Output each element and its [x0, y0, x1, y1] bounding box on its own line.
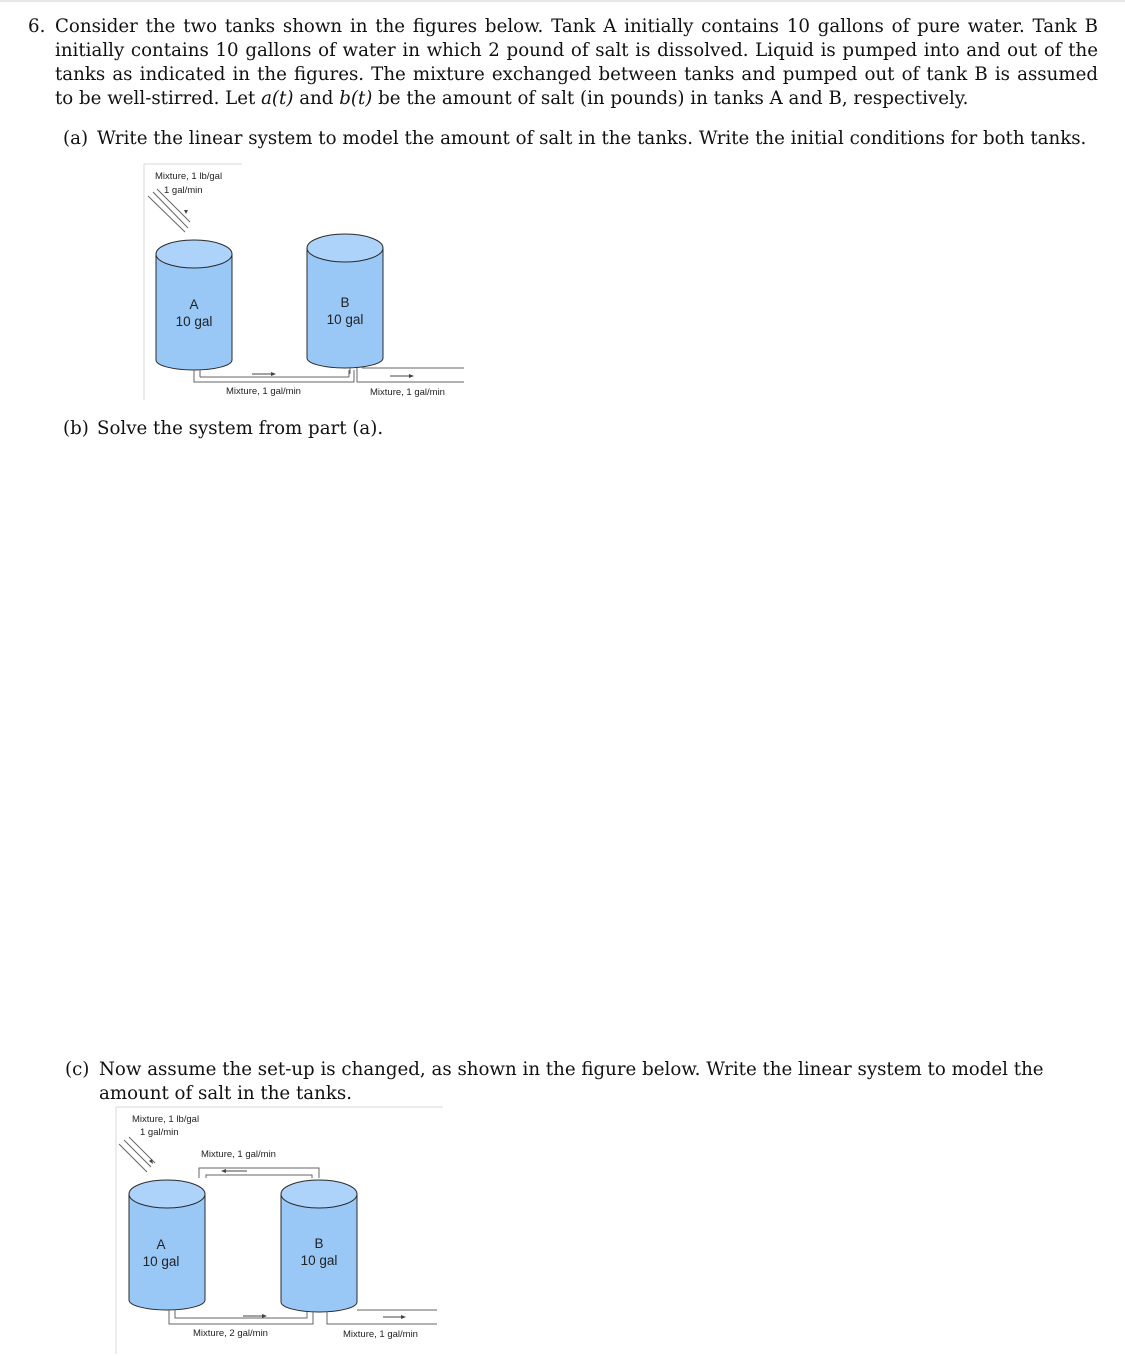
part-c	[65, 1058, 1095, 1106]
f2-tank-a-label: A 10 gal	[142, 1237, 180, 1269]
part-a-text: Write the linear system to model the amount of salt in the tanks. Write the initial conditions for both tanks.	[97, 128, 1087, 149]
inflow-pipe	[119, 1144, 147, 1172]
f1-b-outflow: Mixture, 1 gal/min	[370, 387, 445, 398]
problem-number: 6.	[28, 16, 46, 37]
f2-b-to-a-flow: Mixture, 1 gal/min	[201, 1149, 276, 1160]
part-a-label: (a)	[63, 128, 89, 149]
f1-inflow-concentration: Mixture, 1 lb/gal	[155, 171, 223, 182]
f1-tank-a-label: A 10 gal	[175, 297, 213, 329]
f2-tank-b-label: B 10 gal	[300, 1236, 338, 1268]
f1-a-to-b-flow: Mixture, 1 gal/min	[226, 386, 301, 397]
problem-6	[28, 15, 1098, 111]
pipe-b-outflow	[350, 368, 464, 382]
figure-2-tanks	[113, 1104, 448, 1356]
figure-1-drawing	[142, 162, 472, 402]
pipe-b-outflow	[327, 1310, 437, 1324]
problem-statement: Consider the two tanks shown in the figures below. Tank A initially contains 10 gallons of pure water. Tank B initially contains 10 gallons of water in which 2 pound of salt is dissolved. Liquid is pumped into and out of the tanks as indicated in the figures. The mixture exchanged between tanks and pumped out of tank B is assumed to be well-stirred. Let a(t) and b(t) be the amount of salt (in pounds) in tanks A and B, respectively.	[55, 16, 1098, 109]
page-top-rule	[0, 0, 1125, 2]
figure-2-drawing	[113, 1104, 448, 1356]
figure-1-tanks	[142, 162, 472, 402]
var-b: b(t)	[339, 88, 373, 109]
f1-inflow-rate: 1 gal/min	[164, 185, 203, 196]
inflow-pipe	[148, 196, 185, 232]
part-c-text: Now assume the set-up is changed, as shown in the figure below. Write the linear system to model the amount of salt in the tanks.	[99, 1059, 1044, 1104]
pipe-a-to-b	[169, 1310, 313, 1324]
f2-inflow-concentration: Mixture, 1 lb/gal	[132, 1114, 200, 1125]
f2-inflow-rate: 1 gal/min	[140, 1127, 179, 1138]
var-a: a(t)	[261, 88, 294, 109]
part-a	[63, 127, 1103, 151]
part-b-label: (b)	[63, 418, 89, 439]
part-b	[63, 417, 1103, 441]
f2-a-to-b-flow: Mixture, 2 gal/min	[193, 1328, 268, 1339]
f1-tank-b-label: B 10 gal	[326, 295, 364, 327]
f2-b-outflow: Mixture, 1 gal/min	[343, 1329, 418, 1340]
part-c-label: (c)	[65, 1059, 90, 1080]
part-b-text: Solve the system from part (a).	[97, 418, 384, 439]
pipe-a-to-b	[194, 370, 354, 382]
pipe-b-to-a	[199, 1168, 319, 1178]
